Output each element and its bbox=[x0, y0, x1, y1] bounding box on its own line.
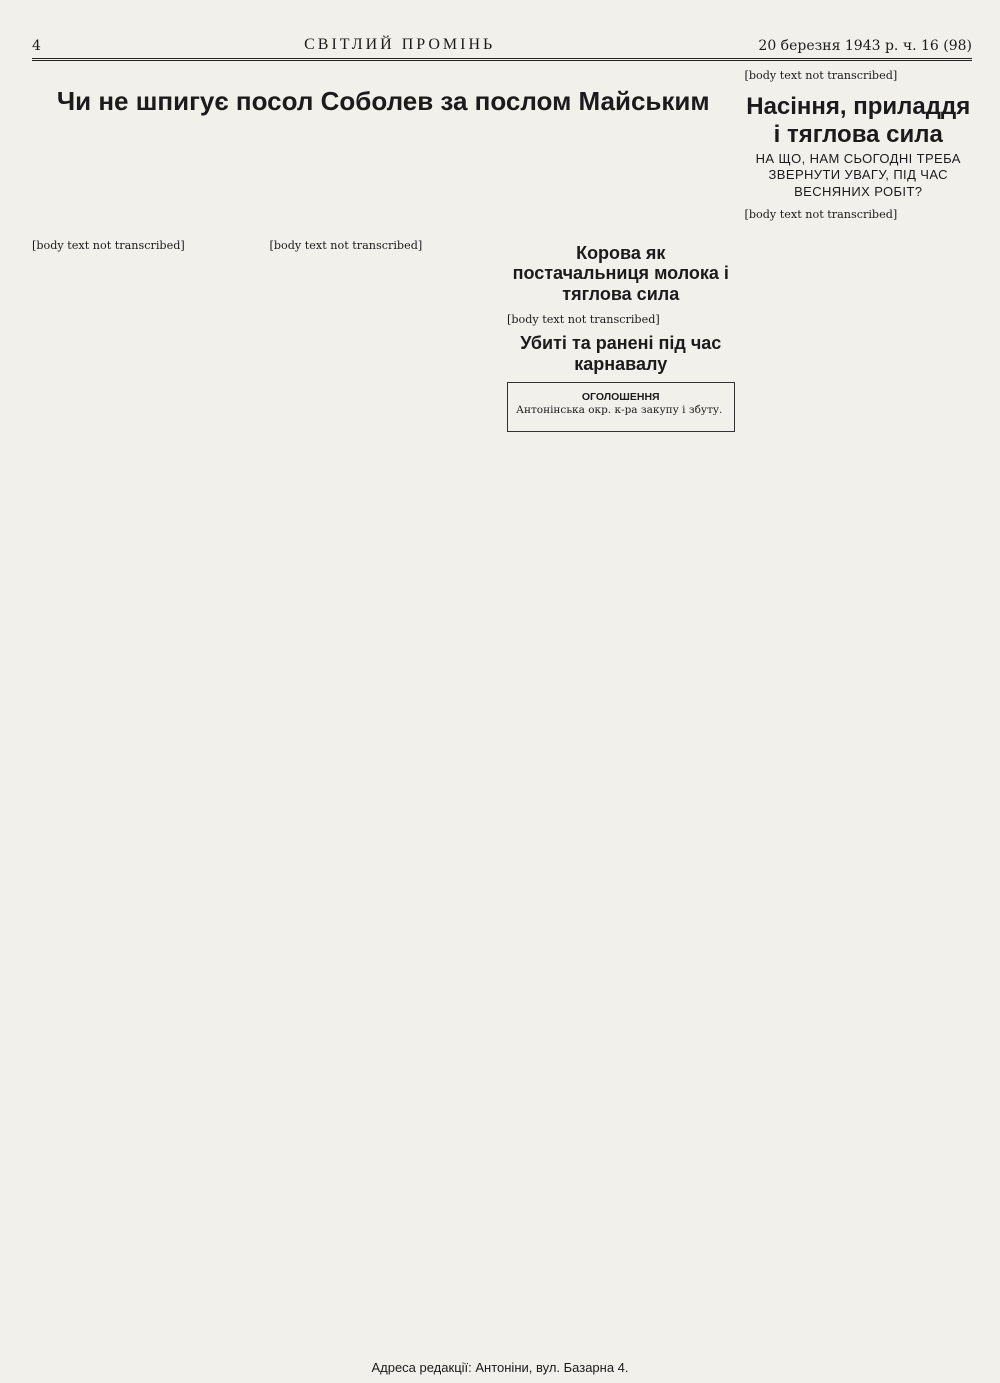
column-1-text-2: [body text not transcribed] bbox=[744, 208, 898, 222]
column-3 bbox=[270, 239, 498, 432]
right-subheadline: Убиті та ранені під час карнавалу bbox=[520, 333, 722, 374]
column-1 bbox=[745, 69, 973, 229]
issue-date: 20 березня 1943 р. ч. 16 (98) bbox=[758, 38, 972, 54]
notice-box bbox=[507, 382, 735, 432]
section-2-subheadline: НА ЩО, НАМ СЬОГОДНІ ТРЕБА ЗВЕРНУТИ УВАГУ, ПІД ЧАС ВЕСНЯНИХ РОБІТ? bbox=[755, 150, 961, 199]
column-4-text: [body text not transcribed] bbox=[507, 312, 660, 326]
column-2-text: [body text not transcribed] bbox=[32, 238, 185, 252]
right-headline: Корова як постачальниця молока і тяглова сила bbox=[512, 242, 729, 305]
column-1-text: [body text not transcribed] bbox=[744, 69, 898, 82]
notice-signature: Антонінська окр. к-ра закупу і збуту. bbox=[516, 403, 723, 416]
section-2-headline: Насіння, приладдя і тяглова сила bbox=[746, 93, 971, 148]
column-2 bbox=[32, 239, 260, 432]
notice-title: ОГОЛОШЕННЯ bbox=[581, 391, 660, 404]
article-grid bbox=[32, 69, 972, 432]
column-3-text: [body text not transcribed] bbox=[269, 238, 423, 252]
page-number: 4 bbox=[32, 38, 41, 54]
main-headline: Чи не шпигує посол Соболев за послом Майським bbox=[56, 86, 710, 116]
column-4 bbox=[507, 239, 735, 432]
masthead bbox=[32, 36, 972, 61]
paper-name: СВІТЛИЙ ПРОМІНЬ bbox=[304, 36, 496, 53]
footer-address: Адреса редакції: Антоніни, вул. Базарна 4. bbox=[371, 1360, 629, 1375]
